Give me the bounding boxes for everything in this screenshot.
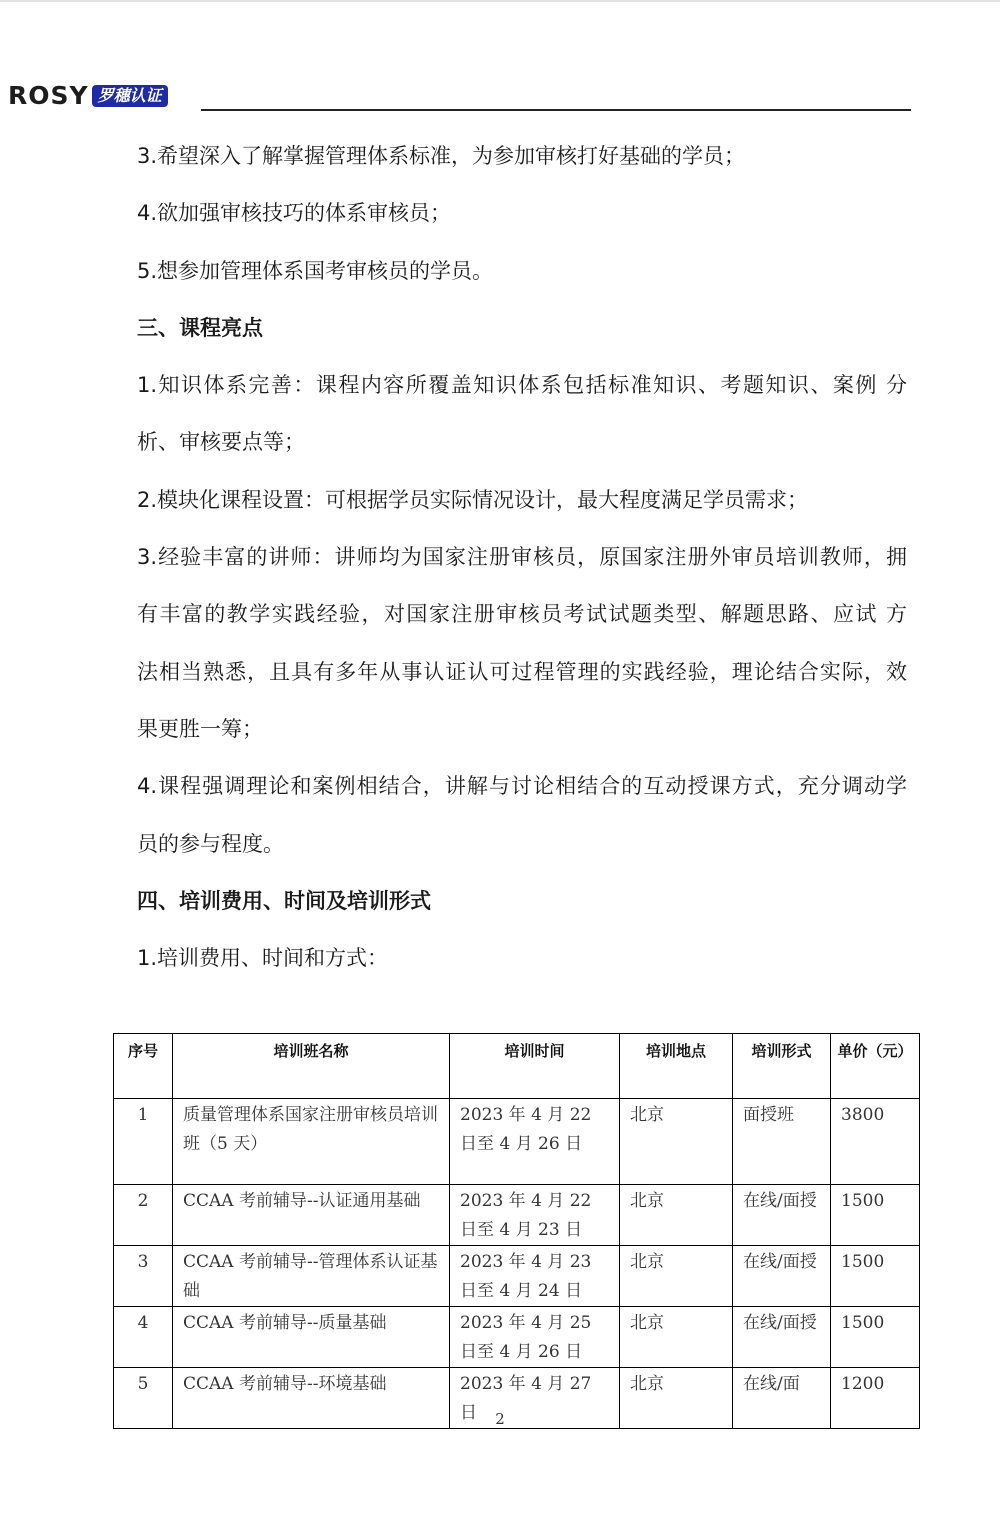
cell-no: 3 (114, 1246, 173, 1307)
cell-name: CCAA 考前辅导--环境基础 (173, 1368, 450, 1429)
table-row (114, 1099, 920, 1185)
cell-name: CCAA 考前辅导--管理体系认证基础 (173, 1246, 450, 1307)
cell-no: 5 (114, 1368, 173, 1429)
paragraph-line: 有丰富的教学实践经验，对国家注册审核员考试试题类型、解题思路、应试 方 (137, 602, 907, 627)
section-heading-fees: 四、培训费用、时间及培训形式 (137, 888, 431, 913)
paragraph-line: 3.经验丰富的讲师：讲师均为国家注册审核员，原国家注册外审员培训教师，拥 (137, 545, 907, 570)
cell-place: 北京 (620, 1368, 733, 1429)
logo-cn-text: 罗穗认证 (92, 85, 168, 107)
paragraph-line: 2.模块化课程设置：可根据学员实际情况设计，最大程度满足学员需求； (137, 487, 809, 512)
document-body (137, 128, 907, 987)
cell-name: 质量管理体系国家注册审核员培训班（5 天） (173, 1099, 450, 1185)
cell-name: CCAA 考前辅导--认证通用基础 (173, 1185, 450, 1246)
paragraph-line: 果更胜一筹； (137, 716, 263, 741)
table-row (114, 1185, 920, 1246)
cell-time: 2023 年 4 月 23 日至 4 月 24 日 (450, 1246, 620, 1307)
section-heading-course-highlights: 三、课程亮点 (137, 315, 263, 340)
cell-place: 北京 (620, 1246, 733, 1307)
rosy-logo (8, 82, 168, 110)
paragraph-line: 3.希望深入了解掌握管理体系标准，为参加审核打好基础的学员； (137, 144, 746, 168)
cell-place: 北京 (620, 1307, 733, 1368)
page-header (8, 82, 908, 114)
cell-place: 北京 (620, 1185, 733, 1246)
cell-form: 在线/面授 (733, 1185, 831, 1246)
paragraph-line: 1.培训费用、时间和方式： (137, 946, 389, 971)
cell-form: 在线/面授 (733, 1246, 831, 1307)
cell-price: 1200 (831, 1368, 920, 1429)
header-price: 单价（元） (831, 1034, 920, 1099)
table-row (114, 1307, 920, 1368)
table-header-row (114, 1034, 920, 1099)
cell-form: 在线/面 (733, 1368, 831, 1429)
paragraph-line: 法相当熟悉，且具有多年从事认证认可过程管理的实践经验，理论结合实际，效 (137, 659, 907, 684)
cell-time: 2023 年 4 月 25 日至 4 月 26 日 (450, 1307, 620, 1368)
header-course-name: 培训班名称 (173, 1034, 450, 1099)
logo-latin-text: ROSY (8, 81, 89, 110)
cell-place: 北京 (620, 1099, 733, 1185)
cell-price: 3800 (831, 1099, 920, 1185)
page-top-edge (0, 0, 1000, 2)
page-number: 2 (495, 1410, 505, 1428)
cell-no: 1 (114, 1099, 173, 1185)
header-rule (201, 109, 911, 111)
table-row (114, 1246, 920, 1307)
cell-time: 2023 年 4 月 22 日至 4 月 23 日 (450, 1185, 620, 1246)
paragraph-line: 析、审核要点等； (137, 430, 305, 455)
training-fee-table (113, 1033, 920, 1429)
cell-time: 2023 年 4 月 27 日 (450, 1368, 620, 1429)
cell-time: 2023 年 4 月 22 日至 4 月 26 日 (450, 1099, 620, 1185)
paragraph-line: 1.知识体系完善：课程内容所覆盖知识体系包括标准知识、考题知识、案例 分 (137, 373, 907, 398)
paragraph-line: 4.课程强调理论和案例相结合，讲解与讨论相结合的互动授课方式，充分调动学 (137, 774, 907, 799)
header-time: 培训时间 (450, 1034, 620, 1099)
cell-name: CCAA 考前辅导--质量基础 (173, 1307, 450, 1368)
header-place: 培训地点 (620, 1034, 733, 1099)
cell-price: 1500 (831, 1185, 920, 1246)
paragraph-line: 5.想参加管理体系国考审核员的学员。 (137, 258, 494, 283)
cell-form: 面授班 (733, 1099, 831, 1185)
header-no: 序号 (114, 1034, 173, 1099)
cell-form: 在线/面授 (733, 1307, 831, 1368)
cell-no: 4 (114, 1307, 173, 1368)
cell-price: 1500 (831, 1307, 920, 1368)
paragraph-line: 4.欲加强审核技巧的体系审核员； (137, 201, 452, 226)
header-form: 培训形式 (733, 1034, 831, 1099)
cell-price: 1500 (831, 1246, 920, 1307)
paragraph-line: 员的参与程度。 (137, 831, 284, 856)
cell-no: 2 (114, 1185, 173, 1246)
